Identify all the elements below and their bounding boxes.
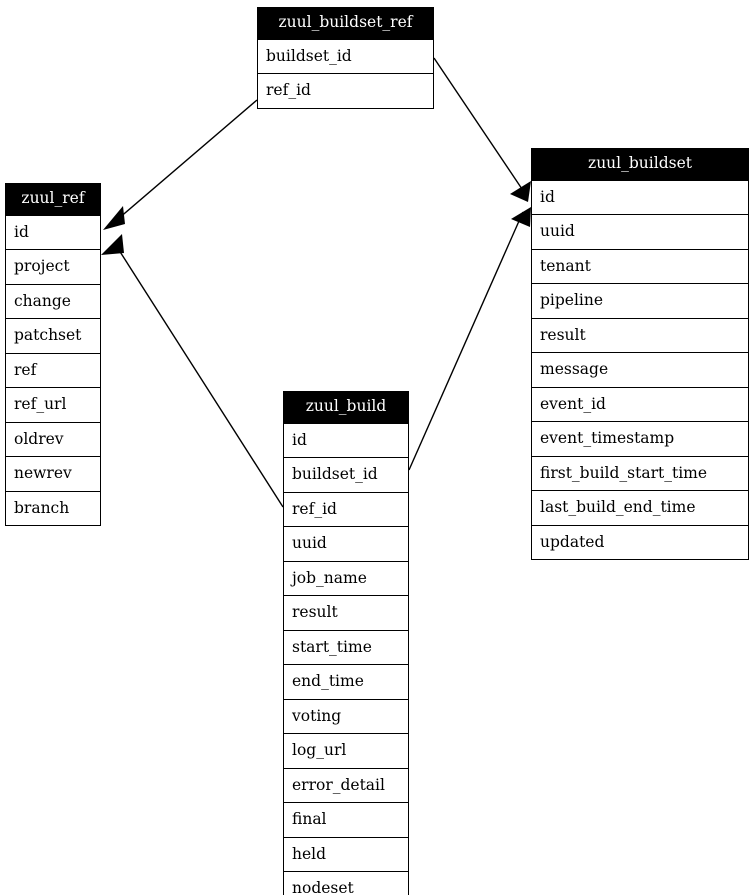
entity-field: ref_url <box>6 387 100 422</box>
edge-buildsetref-buildset <box>434 58 522 189</box>
entity-field: oldrev <box>6 422 100 457</box>
entity-field: ref_id <box>258 73 433 108</box>
edge-buildsetref-ref <box>118 100 257 219</box>
entity-field: job_name <box>284 561 408 596</box>
entity-field: final <box>284 802 408 837</box>
edge-build-buildset <box>409 212 523 470</box>
entity-field: pipeline <box>532 283 748 318</box>
entity-field: updated <box>532 525 748 560</box>
entity-field: buildset_id <box>258 39 433 74</box>
entity-field: id <box>532 180 748 215</box>
entity-title: zuul_ref <box>6 184 100 215</box>
entity-field: id <box>284 423 408 458</box>
entity-field: event_timestamp <box>532 421 748 456</box>
arrowhead-ref-b <box>101 234 124 255</box>
entity-field: log_url <box>284 733 408 768</box>
entity-field: branch <box>6 491 100 526</box>
entity-field: event_id <box>532 387 748 422</box>
arrowhead-ref-a <box>103 206 125 230</box>
entity-field: buildset_id <box>284 457 408 492</box>
entity-field: patchset <box>6 318 100 353</box>
entity-field: uuid <box>284 526 408 561</box>
edge-build-ref <box>117 247 283 507</box>
entity-field: project <box>6 249 100 284</box>
arrowhead-buildset-a <box>510 181 531 202</box>
entity-field: held <box>284 837 408 872</box>
entity-field: last_build_end_time <box>532 490 748 525</box>
entity-field: voting <box>284 699 408 734</box>
entity-field: start_time <box>284 630 408 665</box>
entity-field: newrev <box>6 456 100 491</box>
entity-title: zuul_buildset_ref <box>258 8 433 39</box>
entity-field: result <box>532 318 748 353</box>
entity-zuul-buildset[interactable] <box>531 148 749 560</box>
entity-field: message <box>532 352 748 387</box>
entity-field: result <box>284 595 408 630</box>
entity-field: uuid <box>532 214 748 249</box>
entity-field: tenant <box>532 249 748 284</box>
entity-field: ref <box>6 353 100 388</box>
entity-field: change <box>6 284 100 319</box>
entity-field: end_time <box>284 664 408 699</box>
entity-title: zuul_build <box>284 392 408 423</box>
entity-field: first_build_start_time <box>532 456 748 491</box>
entity-zuul-ref[interactable] <box>5 183 101 526</box>
arrowhead-buildset-b <box>511 207 531 227</box>
entity-field: id <box>6 215 100 250</box>
entity-zuul-build[interactable] <box>283 391 409 895</box>
entity-field: ref_id <box>284 492 408 527</box>
entity-field: error_detail <box>284 768 408 803</box>
entity-zuul-buildset-ref[interactable] <box>257 7 434 109</box>
entity-field: nodeset <box>284 871 408 895</box>
entity-title: zuul_buildset <box>532 149 748 180</box>
